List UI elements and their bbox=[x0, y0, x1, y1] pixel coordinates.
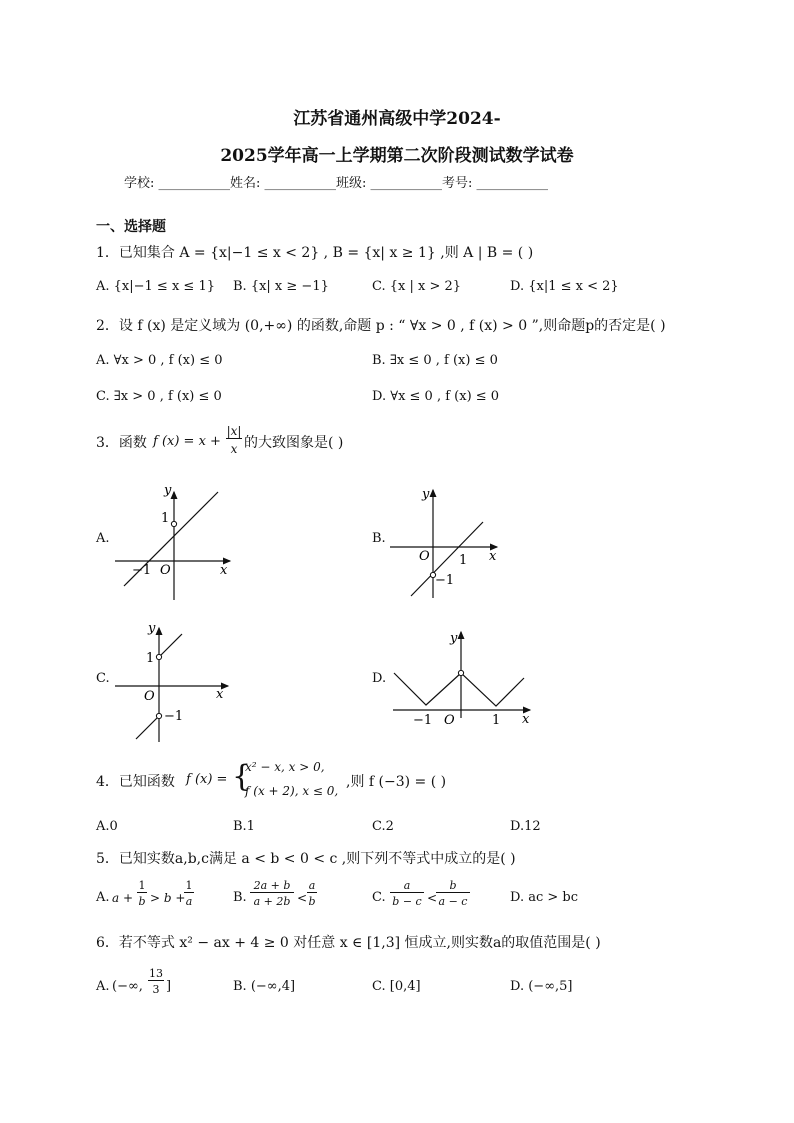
q5-a-num-1: 1 bbox=[138, 879, 146, 892]
q1-option-d[interactable]: D. {x|1 ≤ x < 2} bbox=[510, 279, 619, 294]
question-2-stem: 2．设 f (x) 是定义域为 (0,+∞) 的函数,命题 p : “ ∀x > 0 , f (x) > 0 ”,则命题p的否定是( ) bbox=[96, 318, 666, 334]
graph-a-y-label: y bbox=[164, 483, 172, 498]
q2-option-b[interactable]: B. ∃x ≤ 0 , f (x) ≤ 0 bbox=[372, 353, 498, 368]
question-4-stem-pre: 4．已知函数 bbox=[96, 774, 175, 790]
graph-c-branch-left bbox=[136, 716, 159, 739]
q6-a-post: ] bbox=[166, 979, 172, 994]
graph-c-tick-1: 1 bbox=[146, 651, 155, 666]
q3-option-a[interactable]: A. bbox=[96, 531, 110, 546]
q5-b-den-1: a + 2b bbox=[253, 895, 291, 908]
graph-c-open-point-bottom bbox=[156, 713, 161, 718]
q5-c-num-1: a bbox=[390, 879, 424, 893]
q6-a-pre: (−∞, bbox=[112, 979, 143, 994]
question-6-stem: 6．若不等式 x² − ax + 4 ≥ 0 对任意 x ∈ [1,3] 恒成立,则实数a的取值范围是( ) bbox=[96, 935, 601, 951]
graph-a bbox=[110, 480, 240, 605]
question-5-stem: 5．已知实数a,b,c满足 a < b < 0 < c ,则下列不等式中成立的是( ) bbox=[96, 851, 516, 867]
student-info-line: 学校: ___________姓名: ___________班级: ___________考号: ___________ bbox=[124, 176, 549, 191]
q5-b-mid: < bbox=[297, 891, 308, 905]
q4-option-b[interactable]: B.1 bbox=[233, 819, 255, 834]
q5-a-num-2: 1 bbox=[185, 879, 193, 892]
q5-a-den-1: b bbox=[138, 895, 146, 908]
question-4-case-1: x² − x, x > 0, bbox=[245, 760, 325, 774]
graph-d-x-label: x bbox=[522, 712, 530, 727]
q5-c-den-2: a − c bbox=[438, 895, 468, 908]
graph-b-x-label: x bbox=[489, 549, 497, 564]
graph-c bbox=[110, 618, 240, 746]
q5-c-den-1: b − c bbox=[392, 895, 422, 908]
q6-option-d[interactable]: D. (−∞,5] bbox=[510, 979, 573, 994]
graph-a-open-point bbox=[171, 521, 176, 526]
q6-a-num: 13 bbox=[149, 967, 163, 980]
question-1-stem: 1．已知集合 A = {x|−1 ≤ x < 2} , B = {x| x ≥ 1} ,则 A | B = ( ) bbox=[96, 245, 534, 261]
q4-option-a[interactable]: A.0 bbox=[96, 819, 118, 834]
graph-d-origin: O bbox=[444, 713, 455, 728]
question-3-stem-post: 的大致图象是( ) bbox=[244, 435, 344, 451]
question-4-stem-post: ,则 f (−3) = ( ) bbox=[346, 774, 447, 790]
q3-option-c[interactable]: C. bbox=[96, 671, 110, 686]
question-3-func: f (x) = x + bbox=[153, 434, 221, 449]
question-4-func: f (x) = bbox=[186, 772, 228, 787]
graph-c-x-label: x bbox=[216, 687, 224, 702]
q5-b-num-1: 2a + b bbox=[250, 879, 294, 893]
question-3-stem-pre: 3．函数 bbox=[96, 435, 147, 451]
graph-b-y-label: y bbox=[422, 487, 430, 502]
graph-d-curve bbox=[394, 673, 524, 706]
title-line-2: 2025学年高一上学期第二次阶段测试数学试卷 bbox=[220, 146, 574, 166]
q6-option-b[interactable]: B. (−∞,4] bbox=[233, 979, 296, 994]
graph-d-open-point bbox=[458, 670, 463, 675]
q5-a-mid: > b + bbox=[150, 891, 186, 905]
q5-option-b[interactable]: B. bbox=[233, 890, 247, 905]
graph-c-origin: O bbox=[144, 689, 155, 704]
question-4-brace: { bbox=[232, 759, 252, 794]
graph-b-origin: O bbox=[419, 549, 430, 564]
graph-d bbox=[388, 626, 538, 736]
q5-b-num-2: a bbox=[308, 879, 316, 892]
q3-option-d[interactable]: D. bbox=[372, 671, 387, 686]
q5-option-c[interactable]: C. bbox=[372, 890, 386, 905]
graph-d-tick-neg1: −1 bbox=[413, 713, 433, 728]
q3-option-b[interactable]: B. bbox=[372, 531, 386, 546]
graph-a-tick-1: 1 bbox=[161, 511, 170, 526]
q5-a-den-2: a bbox=[185, 895, 193, 908]
q1-option-a[interactable]: A. {x|−1 ≤ x ≤ 1} bbox=[96, 279, 215, 294]
graph-a-origin: O bbox=[160, 563, 171, 578]
q5-c-num-2: b bbox=[436, 879, 470, 893]
question-3-frac-num: |x| bbox=[226, 424, 242, 438]
q5-b-den-2: b bbox=[308, 895, 316, 908]
graph-b-tick-1: 1 bbox=[459, 553, 468, 568]
graph-c-open-point-top bbox=[156, 654, 161, 659]
graph-a-x-label: x bbox=[220, 563, 228, 578]
question-4-case-2: f (x + 2), x ≤ 0, bbox=[245, 784, 339, 798]
q6-a-den: 3 bbox=[152, 983, 160, 996]
question-3-frac-den: x bbox=[230, 442, 238, 456]
graph-d-tick-1: 1 bbox=[492, 713, 501, 728]
graph-c-tick-neg1: −1 bbox=[164, 709, 184, 724]
q2-option-a[interactable]: A. ∀x > 0 , f (x) ≤ 0 bbox=[96, 353, 223, 368]
q5-option-d[interactable]: D. ac > bc bbox=[510, 890, 579, 905]
q1-option-c[interactable]: C. {x | x > 2} bbox=[372, 279, 462, 294]
section-heading: 一、选择题 bbox=[96, 219, 166, 235]
q6-option-a[interactable]: A. bbox=[96, 979, 110, 994]
graph-b-tick-neg1: −1 bbox=[435, 573, 455, 588]
q2-option-c[interactable]: C. ∃x > 0 , f (x) ≤ 0 bbox=[96, 389, 222, 404]
graph-a-tick-neg1: −1 bbox=[132, 563, 152, 578]
q6-option-c[interactable]: C. [0,4] bbox=[372, 979, 421, 994]
q4-option-c[interactable]: C.2 bbox=[372, 819, 394, 834]
q5-option-a[interactable]: A. bbox=[96, 890, 110, 905]
graph-b bbox=[385, 480, 510, 605]
q2-option-d[interactable]: D. ∀x ≤ 0 , f (x) ≤ 0 bbox=[372, 389, 500, 404]
graph-c-branch-right bbox=[159, 634, 182, 657]
q5-a-term-1: a + bbox=[112, 891, 134, 905]
q4-option-d[interactable]: D.12 bbox=[510, 819, 541, 834]
graph-d-y-label: y bbox=[450, 631, 458, 646]
title-line-1: 江苏省通州高级中学2024- bbox=[293, 109, 501, 129]
graph-c-y-label: y bbox=[148, 621, 156, 636]
q1-option-b[interactable]: B. {x| x ≥ −1} bbox=[233, 279, 329, 294]
q5-c-mid: < bbox=[427, 891, 438, 905]
